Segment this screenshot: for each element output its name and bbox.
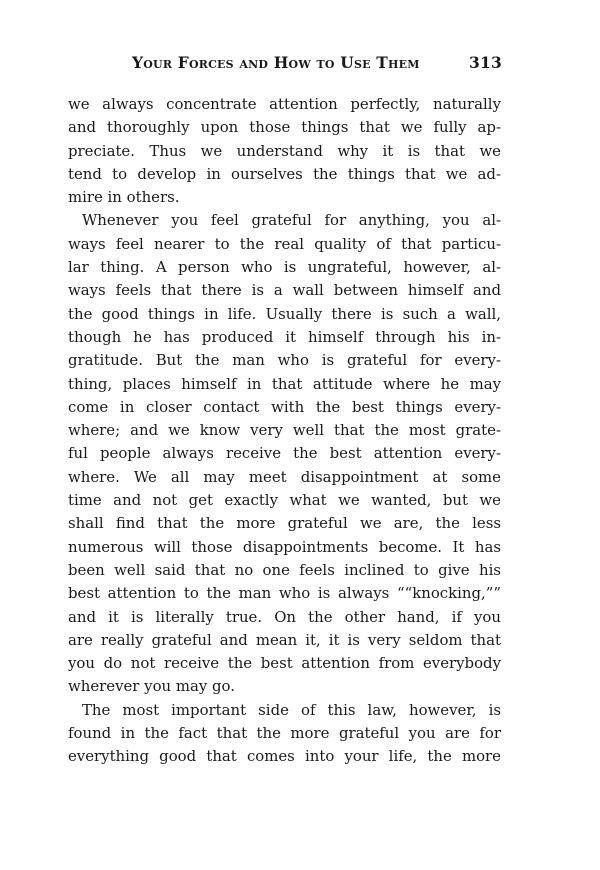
text-line: are really grateful and mean it, it is very seldom that bbox=[68, 630, 501, 649]
text-line: preciate. Thus we understand why it is that we bbox=[68, 141, 501, 160]
text-line: lar thing. A person who is ungrateful, however, al- bbox=[68, 258, 501, 277]
paragraph bbox=[68, 699, 501, 769]
text-line: shall find that the more grateful we are, the less bbox=[68, 514, 501, 533]
text-line: where. We all may meet disappointment at some bbox=[68, 467, 501, 486]
text-line: ways feel nearer to the real quality of that particu- bbox=[68, 234, 501, 253]
text-line: numerous will those disappointments become. It has bbox=[68, 537, 501, 556]
text-line: ful people always receive the best attention every- bbox=[68, 444, 501, 463]
text-line: found in the fact that the more grateful you are for bbox=[68, 724, 501, 743]
text-line: and it is literally true. On the other hand, if you bbox=[68, 607, 501, 626]
text-line: mire in others. bbox=[68, 188, 180, 207]
text-line: wherever you may go. bbox=[68, 677, 235, 696]
running-title: Your Forces and How to Use Them bbox=[132, 53, 420, 72]
body-text bbox=[68, 93, 501, 769]
text-line: been well said that no one feels inclined to give his bbox=[68, 560, 501, 579]
text-line: time and not get exactly what we wanted, but we bbox=[68, 491, 501, 510]
text-line: though he has produced it himself through his in- bbox=[68, 327, 501, 346]
text-line: you do not receive the best attention from everybody bbox=[68, 654, 501, 673]
page-number: 313 bbox=[469, 53, 502, 72]
text-line: gratitude. But the man who is grateful for every- bbox=[68, 351, 501, 370]
text-line: come in closer contact with the best things every- bbox=[68, 397, 501, 416]
text-line: and thoroughly upon those things that we fully ap- bbox=[68, 118, 501, 137]
text-line: the good things in life. Usually there is such a wall, bbox=[68, 304, 501, 323]
text-line: we always concentrate attention perfectly, naturally bbox=[68, 95, 501, 113]
text-line: best attention to the man who is always ““knocking,”” bbox=[68, 584, 501, 603]
text-line: Whenever you feel grateful for anything, you al- bbox=[82, 211, 501, 230]
paragraph bbox=[68, 209, 501, 698]
text-line: everything good that comes into your life, the more bbox=[68, 747, 501, 766]
text-line: where; and we know very well that the most grate- bbox=[68, 421, 501, 440]
text-line: thing, places himself in that attitude where he may bbox=[68, 374, 501, 393]
text-line: tend to develop in ourselves the things that we ad- bbox=[68, 164, 501, 183]
paragraph bbox=[68, 93, 501, 209]
text-line: ways feels that there is a wall between himself and bbox=[68, 281, 501, 300]
running-head bbox=[132, 53, 502, 79]
text-line: The most important side of this law, however, is bbox=[82, 700, 501, 719]
